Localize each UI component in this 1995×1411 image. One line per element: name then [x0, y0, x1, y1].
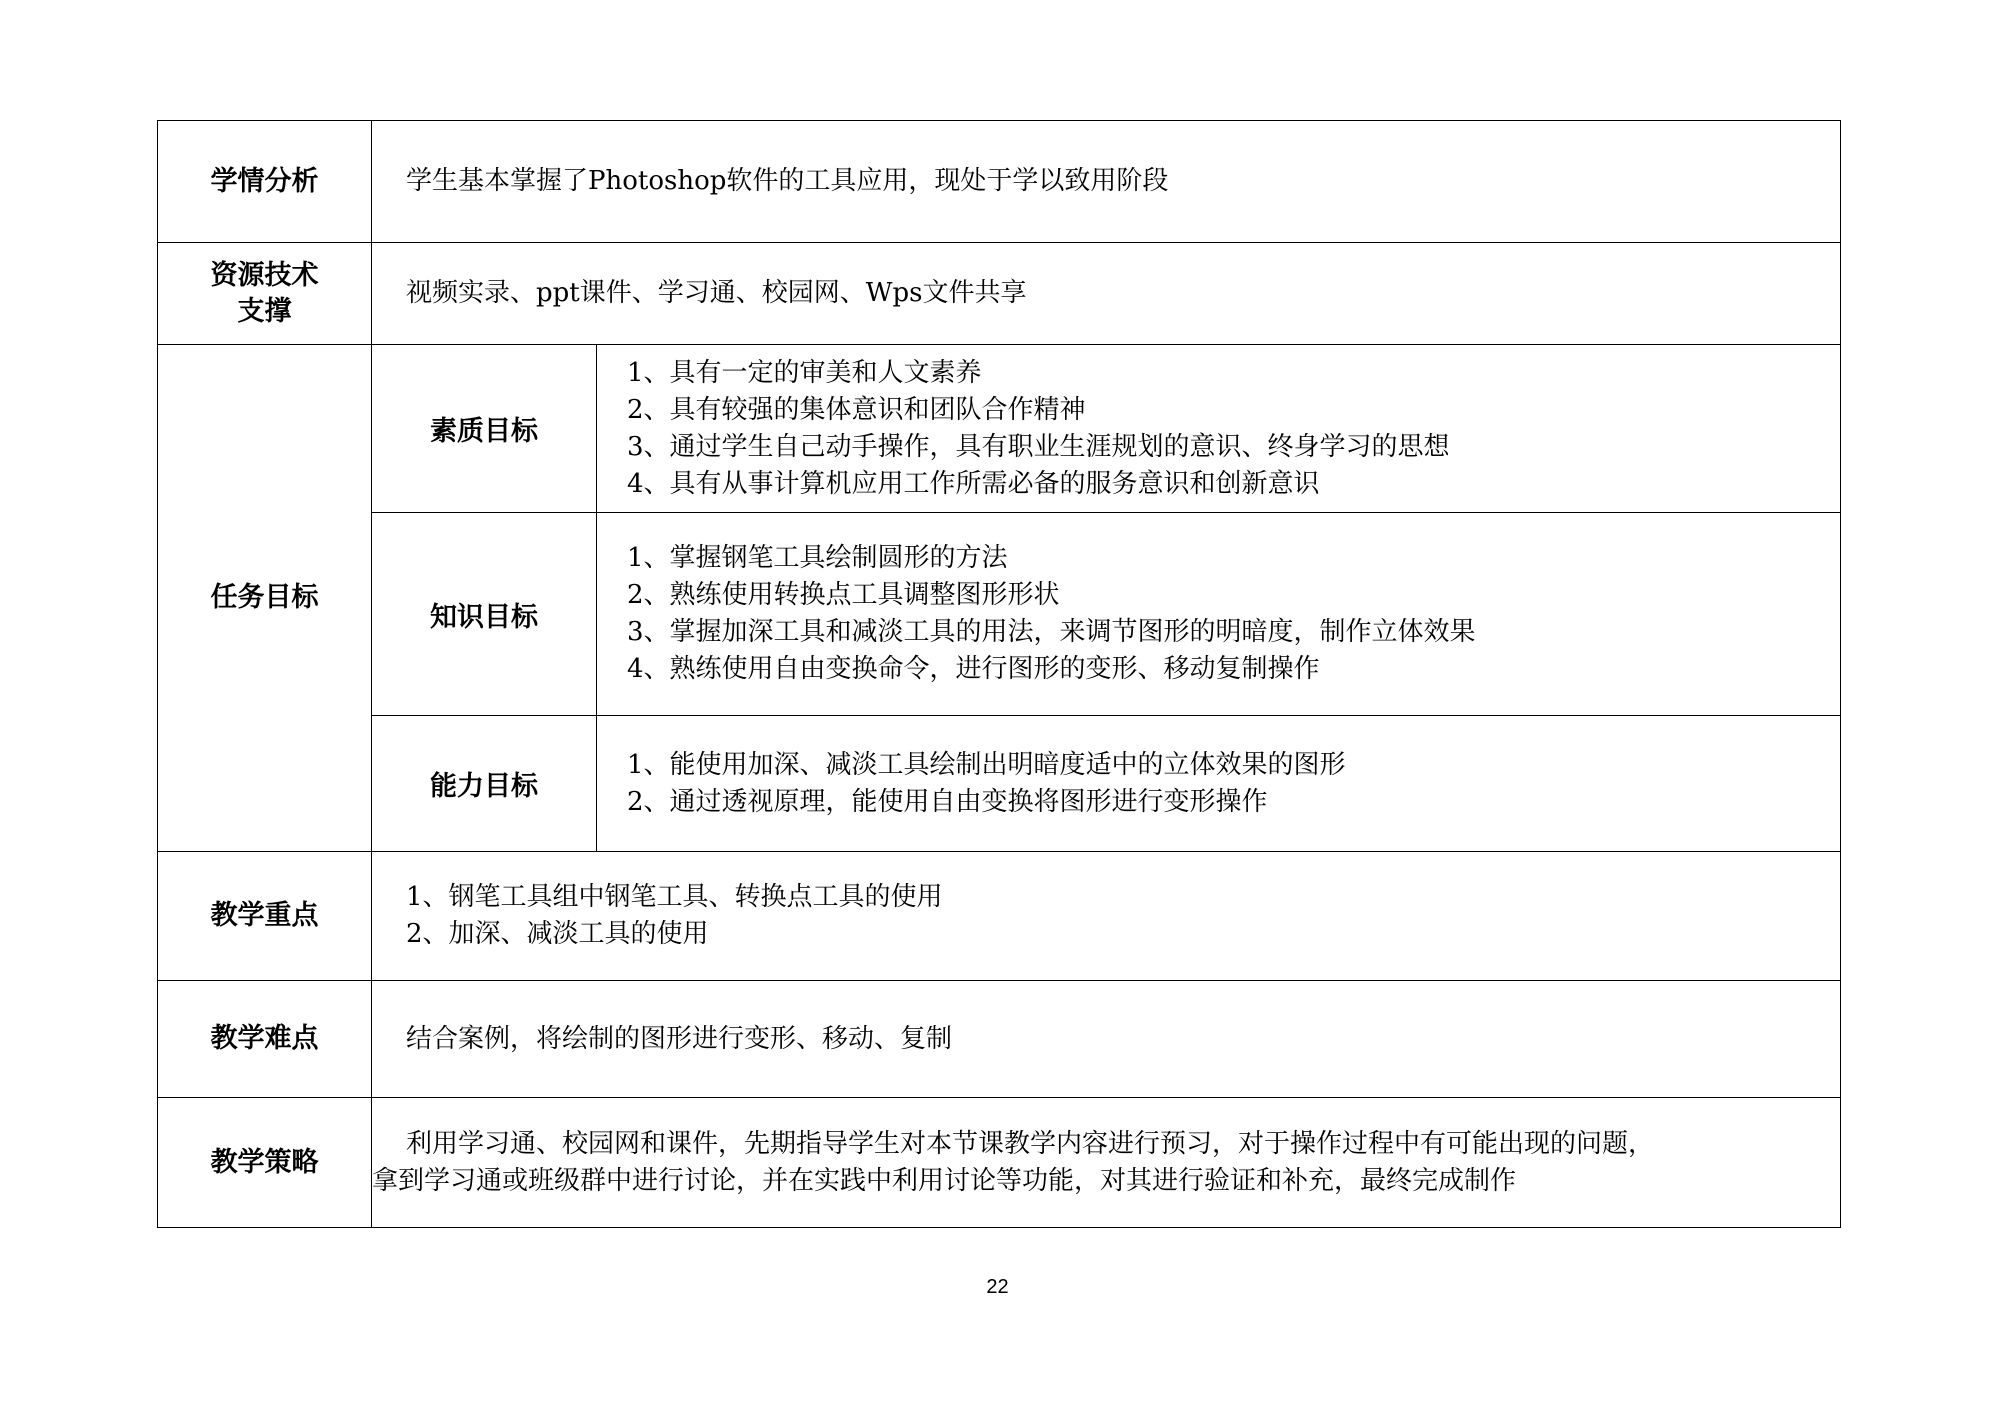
row-student-analysis	[158, 121, 1841, 243]
resources-label-line1: 资源技术	[210, 259, 319, 291]
strategy-line: 拿到学习通或班级群中进行讨论，并在实践中利用讨论等功能，对其进行验证和补充，最终完成制作	[372, 1165, 1517, 1196]
quality-goals-list	[597, 345, 1841, 513]
quality-goal-item: 2、具有较强的集体意识和团队合作精神	[627, 394, 1086, 425]
quality-goals-label: 素质目标	[372, 345, 597, 513]
knowledge-goals-list	[597, 513, 1841, 716]
quality-goal-item: 1、具有一定的审美和人文素养	[627, 357, 982, 388]
resources-content: 视频实录、ppt课件、学习通、校园网、Wps文件共享	[372, 243, 1841, 345]
ability-goal-item: 2、通过透视原理，能使用自由变换将图形进行变形操作	[627, 786, 1268, 817]
student-analysis-label: 学情分析	[158, 121, 372, 243]
row-ability-goals	[158, 716, 1841, 852]
row-quality-goals	[158, 345, 1841, 513]
quality-goal-item: 3、通过学生自己动手操作，具有职业生涯规划的意识、终身学习的思想	[627, 431, 1450, 462]
ability-goals-list	[597, 716, 1841, 852]
strategy-line: 利用学习通、校园网和课件，先期指导学生对本节课教学内容进行预习，对于操作过程中有可能出现的问题，	[406, 1128, 1655, 1159]
key-point-item: 1、钢笔工具组中钢笔工具、转换点工具的使用	[406, 882, 943, 912]
key-points-list	[372, 852, 1841, 981]
row-key-points	[158, 852, 1841, 981]
key-points-label: 教学重点	[158, 852, 372, 981]
strategy-label: 教学策略	[158, 1098, 372, 1228]
ability-goal-item: 1、能使用加深、减淡工具绘制出明暗度适中的立体效果的图形	[627, 749, 1346, 780]
task-goals-label: 任务目标	[158, 345, 372, 852]
strategy-content	[372, 1098, 1841, 1228]
student-analysis-content: 学生基本掌握了Photoshop软件的工具应用，现处于学以致用阶段	[372, 121, 1841, 243]
difficulties-content: 结合案例，将绘制的图形进行变形、移动、复制	[372, 981, 1841, 1098]
row-knowledge-goals	[158, 513, 1841, 716]
key-point-item: 2、加深、减淡工具的使用	[406, 919, 709, 949]
ability-goals-label: 能力目标	[372, 716, 597, 852]
knowledge-goal-item: 1、掌握钢笔工具绘制圆形的方法	[627, 543, 1008, 573]
knowledge-goal-item: 2、熟练使用转换点工具调整图形形状	[627, 580, 1060, 610]
knowledge-goal-item: 4、熟练使用自由变换命令，进行图形的变形、移动复制操作	[627, 654, 1320, 684]
resources-label-line2: 支撑	[237, 295, 292, 327]
page-number: 22	[986, 1276, 1009, 1298]
quality-goal-item: 4、具有从事计算机应用工作所需必备的服务意识和创新意识	[627, 468, 1320, 499]
resources-label	[158, 243, 372, 345]
row-strategy	[158, 1098, 1841, 1228]
knowledge-goal-item: 3、掌握加深工具和减淡工具的用法，来调节图形的明暗度，制作立体效果	[627, 617, 1476, 647]
knowledge-goals-label: 知识目标	[372, 513, 597, 716]
row-resources	[158, 243, 1841, 345]
lesson-plan-table	[157, 120, 1841, 1228]
difficulties-label: 教学难点	[158, 981, 372, 1098]
row-difficulties	[158, 981, 1841, 1098]
